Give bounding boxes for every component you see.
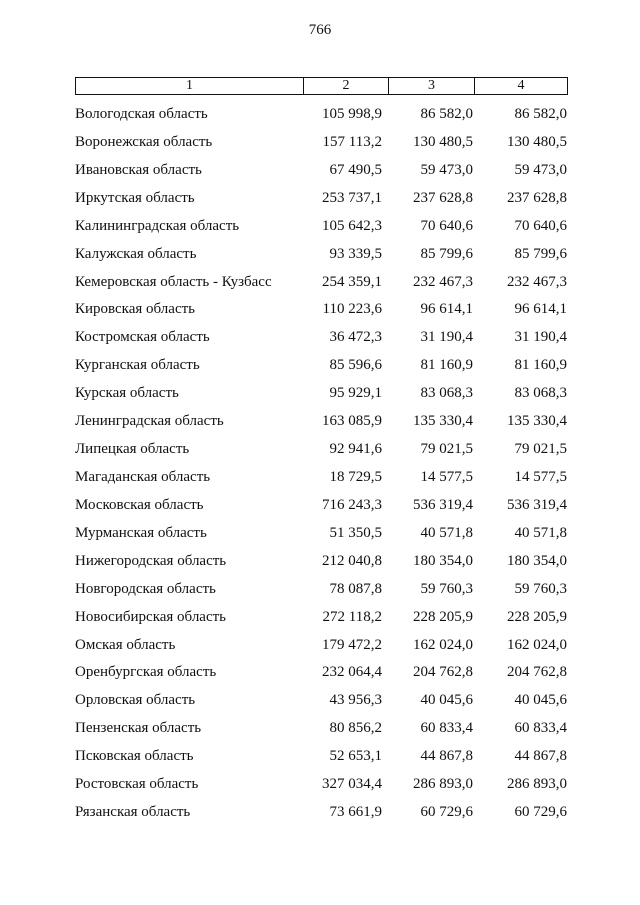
- value-col-2: 43 956,3: [329, 692, 382, 709]
- value-col-2: 163 085,9: [322, 413, 382, 430]
- value-col-4: 180 354,0: [507, 552, 567, 569]
- table-header: [75, 77, 568, 95]
- value-col-3: 44 867,8: [420, 748, 473, 765]
- value-col-3: 237 628,8: [413, 189, 473, 206]
- value-col-4: 232 467,3: [507, 273, 567, 290]
- value-col-4: 135 330,4: [507, 413, 567, 430]
- value-col-3: 14 577,5: [420, 468, 473, 485]
- table-row: [0, 495, 640, 523]
- region-name: Московская область: [75, 496, 204, 513]
- value-col-2: 327 034,4: [322, 776, 382, 793]
- value-col-4: 228 205,9: [507, 608, 567, 625]
- value-col-2: 92 941,6: [329, 441, 382, 458]
- value-col-3: 81 160,9: [420, 357, 473, 374]
- value-col-2: 105 642,3: [322, 217, 382, 234]
- table-row: [0, 299, 640, 327]
- table-row: [0, 718, 640, 746]
- table-row: [0, 607, 640, 635]
- table-row: [0, 411, 640, 439]
- region-name: Магаданская область: [75, 468, 211, 485]
- value-col-4: 70 640,6: [514, 217, 567, 234]
- table-body: [0, 104, 640, 830]
- value-col-4: 96 614,1: [514, 301, 567, 318]
- value-col-2: 85 596,6: [329, 357, 382, 374]
- value-col-4: 44 867,8: [514, 748, 567, 765]
- value-col-3: 162 024,0: [413, 636, 473, 653]
- value-col-4: 536 319,4: [507, 496, 567, 513]
- value-col-3: 79 021,5: [420, 441, 473, 458]
- table-row: [0, 160, 640, 188]
- region-name: Орловская область: [75, 692, 196, 709]
- table-row: [0, 355, 640, 383]
- value-col-3: 86 582,0: [420, 106, 473, 122]
- value-col-3: 228 205,9: [413, 608, 473, 625]
- region-name: Новосибирская область: [75, 608, 227, 625]
- table-row: [0, 690, 640, 718]
- table-row: [0, 272, 640, 300]
- table-row: [0, 467, 640, 495]
- value-col-4: 86 582,0: [514, 106, 567, 122]
- region-name: Рязанская область: [75, 804, 191, 821]
- region-name: Воронежская область: [75, 133, 213, 150]
- value-col-2: 18 729,5: [329, 468, 382, 485]
- table-row: [0, 439, 640, 467]
- value-col-2: 73 661,9: [329, 804, 382, 821]
- region-name: Омская область: [75, 636, 176, 653]
- value-col-4: 59 473,0: [514, 161, 567, 178]
- value-col-2: 78 087,8: [329, 580, 382, 597]
- table-row: [0, 802, 640, 830]
- value-col-3: 83 068,3: [420, 385, 473, 402]
- region-name: Мурманская область: [75, 524, 207, 541]
- value-col-3: 70 640,6: [420, 217, 473, 234]
- table-row: [0, 746, 640, 774]
- region-name: Кировская область: [75, 301, 196, 318]
- region-name: Костромская область: [75, 329, 210, 346]
- value-col-4: 40 571,8: [514, 524, 567, 541]
- table-row: [0, 579, 640, 607]
- value-col-2: 52 653,1: [329, 748, 382, 765]
- value-col-3: 59 760,3: [420, 580, 473, 597]
- region-name: Калужская область: [75, 245, 197, 262]
- value-col-2: 254 359,1: [322, 273, 382, 290]
- value-col-3: 536 319,4: [413, 496, 473, 513]
- value-col-2: 110 223,6: [322, 301, 382, 318]
- header-col-3: 3: [388, 78, 474, 94]
- value-col-4: 237 628,8: [507, 189, 567, 206]
- value-col-3: 232 467,3: [413, 273, 473, 290]
- value-col-3: 31 190,4: [420, 329, 473, 346]
- value-col-4: 204 762,8: [507, 664, 567, 681]
- value-col-3: 180 354,0: [413, 552, 473, 569]
- value-col-3: 135 330,4: [413, 413, 473, 430]
- page-number: 766: [308, 22, 332, 38]
- value-col-2: 232 064,4: [322, 664, 382, 681]
- region-name: Новгородская область: [75, 580, 216, 597]
- value-col-4: 162 024,0: [507, 636, 567, 653]
- value-col-3: 204 762,8: [413, 664, 473, 681]
- value-col-4: 60 833,4: [514, 720, 567, 737]
- value-col-4: 40 045,6: [514, 692, 567, 709]
- value-col-2: 272 118,2: [322, 608, 382, 625]
- region-name: Ростовская область: [75, 776, 199, 793]
- region-name: Курская область: [75, 385, 179, 402]
- value-col-2: 157 113,2: [322, 133, 382, 150]
- region-name: Псковская область: [75, 748, 194, 765]
- table-row: [0, 132, 640, 160]
- region-name: Вологодская область: [75, 106, 208, 122]
- value-col-4: 130 480,5: [507, 133, 567, 150]
- table-row: [0, 244, 640, 272]
- value-col-3: 60 833,4: [420, 720, 473, 737]
- region-name: Иркутская область: [75, 189, 195, 206]
- value-col-2: 716 243,3: [322, 496, 382, 513]
- region-name: Калининградская область: [75, 217, 240, 234]
- region-name: Кемеровская область - Кузбасс: [75, 273, 272, 290]
- region-name: Нижегородская область: [75, 552, 227, 569]
- region-name: Оренбургская область: [75, 664, 217, 681]
- value-col-3: 60 729,6: [420, 804, 473, 821]
- value-col-4: 79 021,5: [514, 441, 567, 458]
- value-col-2: 93 339,5: [329, 245, 382, 262]
- value-col-4: 14 577,5: [514, 468, 567, 485]
- value-col-2: 67 490,5: [329, 161, 382, 178]
- table-row: [0, 662, 640, 690]
- value-col-3: 59 473,0: [420, 161, 473, 178]
- header-col-2: 2: [303, 78, 388, 94]
- value-col-2: 80 856,2: [329, 720, 382, 737]
- header-col-4: 4: [474, 78, 567, 94]
- value-col-4: 85 799,6: [514, 245, 567, 262]
- region-name: Ленинградская область: [75, 413, 224, 430]
- value-col-4: 60 729,6: [514, 804, 567, 821]
- value-col-2: 95 929,1: [329, 385, 382, 402]
- table-row: [0, 523, 640, 551]
- table-row: [0, 635, 640, 663]
- value-col-4: 81 160,9: [514, 357, 567, 374]
- value-col-2: 212 040,8: [322, 552, 382, 569]
- region-name: Пензенская область: [75, 720, 202, 737]
- value-col-3: 40 045,6: [420, 692, 473, 709]
- header-col-1: 1: [186, 78, 193, 93]
- value-col-2: 179 472,2: [322, 636, 382, 653]
- value-col-2: 253 737,1: [322, 189, 382, 206]
- table-row: [0, 383, 640, 411]
- value-col-3: 85 799,6: [420, 245, 473, 262]
- table-row: [0, 327, 640, 355]
- value-col-2: 105 998,9: [322, 106, 382, 122]
- value-col-3: 40 571,8: [420, 524, 473, 541]
- value-col-4: 83 068,3: [514, 385, 567, 402]
- table-row: [0, 188, 640, 216]
- value-col-4: 286 893,0: [507, 776, 567, 793]
- value-col-2: 36 472,3: [329, 329, 382, 346]
- value-col-2: 51 350,5: [329, 524, 382, 541]
- value-col-3: 96 614,1: [420, 301, 473, 318]
- table-row: [0, 774, 640, 802]
- table-row: [0, 551, 640, 579]
- value-col-4: 59 760,3: [514, 580, 567, 597]
- region-name: Липецкая область: [75, 441, 190, 458]
- table-row: [0, 216, 640, 244]
- value-col-3: 130 480,5: [413, 133, 473, 150]
- region-name: Ивановская область: [75, 161, 202, 178]
- table-row: [0, 104, 640, 132]
- value-col-4: 31 190,4: [514, 329, 567, 346]
- region-name: Курганская область: [75, 357, 200, 374]
- value-col-3: 286 893,0: [413, 776, 473, 793]
